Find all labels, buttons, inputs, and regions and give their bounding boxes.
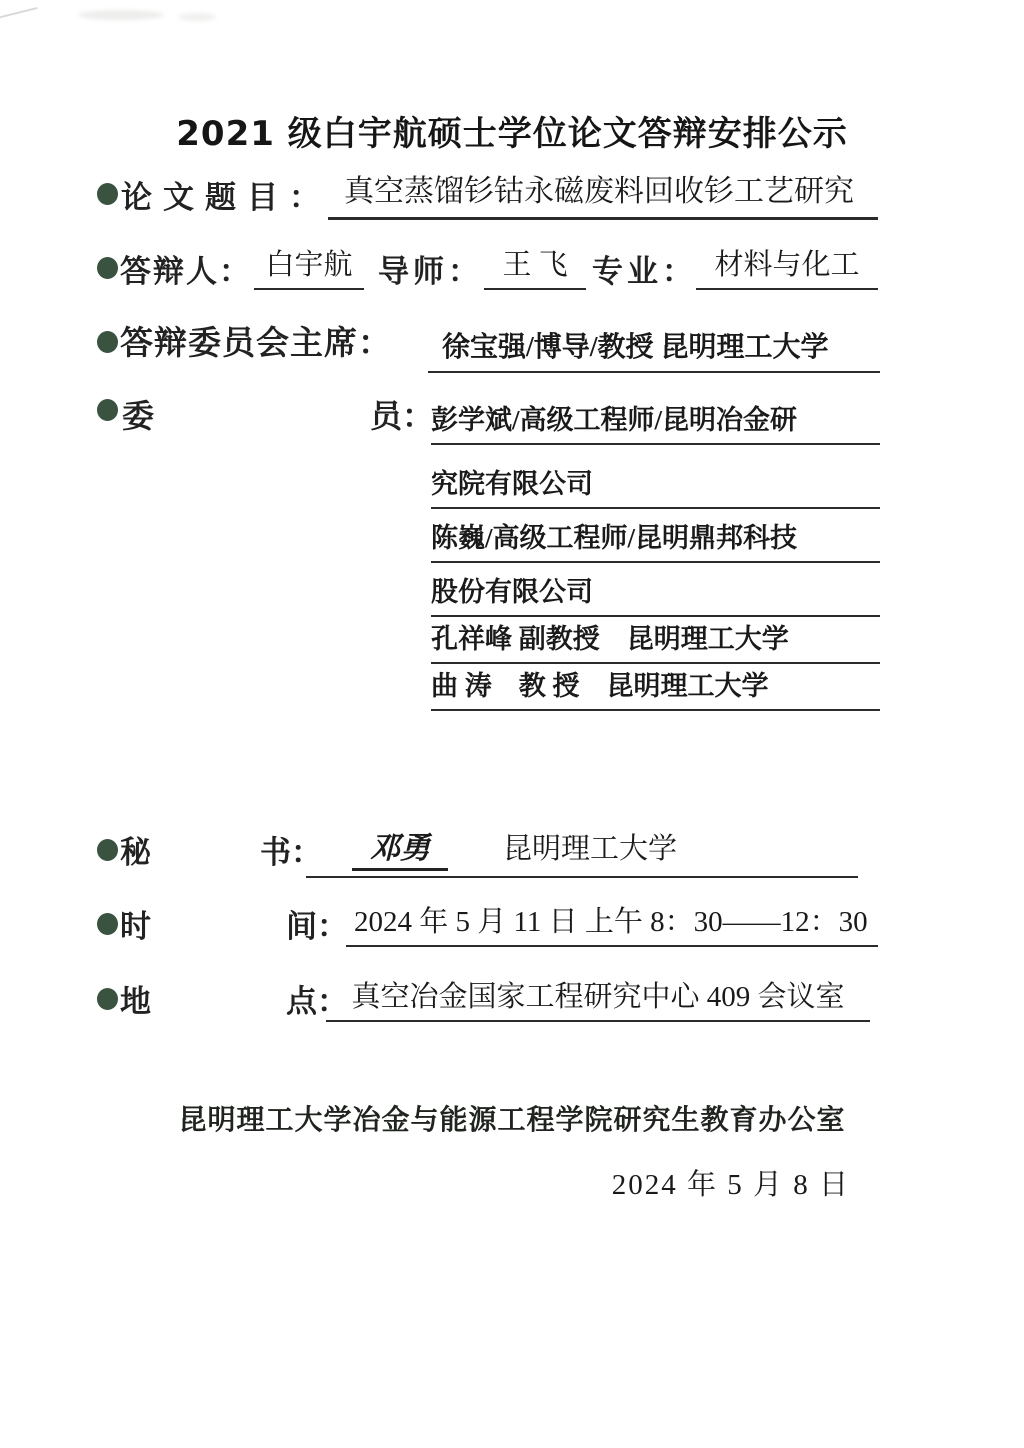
bullet-icon bbox=[97, 988, 118, 1010]
thesis-title-label: 论文题目： bbox=[121, 180, 331, 215]
scan-artifact bbox=[0, 7, 38, 19]
bullet-icon bbox=[97, 913, 118, 935]
defender-label: 答辩人： bbox=[120, 254, 252, 289]
committee-member-line: 股份有限公司 bbox=[431, 570, 880, 617]
committee-member-line: 陈巍/高级工程师/昆明鼎邦科技 bbox=[431, 516, 880, 563]
location-label-right: 点： bbox=[286, 984, 348, 1019]
time-value: 2024 年 5 月 11 日 上午 8：30——12：30 bbox=[346, 899, 878, 947]
thesis-title-value: 真空蒸馏钐钴永磁废料回收钐工艺研究 bbox=[328, 166, 878, 220]
committee-member-line: 究院有限公司 bbox=[431, 462, 880, 509]
supervisor-value: 王 飞 bbox=[484, 242, 586, 290]
secretary-label-left: 秘 bbox=[120, 835, 151, 870]
committee-member-line: 曲 涛 教 授 昆明理工大学 bbox=[431, 664, 880, 711]
time-label-left: 时 bbox=[120, 909, 151, 944]
bullet-icon bbox=[97, 399, 118, 421]
bullet-icon bbox=[97, 257, 118, 279]
defender-value: 白宇航 bbox=[254, 242, 364, 290]
committee-label-right: 员： bbox=[370, 398, 435, 434]
major-value: 材料与化工 bbox=[696, 242, 878, 290]
major-label: 专业： bbox=[592, 254, 697, 289]
committee-member-line: 孔祥峰 副教授 昆明理工大学 bbox=[431, 617, 880, 664]
location-label-left: 地 bbox=[120, 984, 151, 1019]
bullet-icon bbox=[97, 839, 118, 861]
time-label-right: 间： bbox=[286, 909, 348, 944]
committee-label-left: 委 bbox=[122, 398, 155, 434]
committee-member-line: 彭学斌/高级工程师/昆明冶金研 bbox=[431, 398, 880, 445]
location-value: 真空冶金国家工程研究中心 409 会议室 bbox=[326, 974, 870, 1022]
chair-label: 答辩委员会主席： bbox=[120, 326, 392, 362]
scan-artifact bbox=[178, 13, 216, 21]
secretary-affiliation: 昆明理工大学 bbox=[503, 833, 678, 865]
secretary-value bbox=[306, 823, 858, 878]
issuing-office: 昆明理工大学冶金与能源工程学院研究生教育办公室 bbox=[178, 1105, 846, 1136]
chair-value: 徐宝强/博导/教授 昆明理工大学 bbox=[428, 325, 880, 373]
page-title: 2021 级白宇航硕士学位论文答辩安排公示 bbox=[176, 114, 848, 154]
bullet-icon bbox=[97, 183, 118, 205]
secretary-label-right: 书： bbox=[260, 835, 322, 870]
issue-date: 2024 年 5 月 8 日 bbox=[611, 1169, 850, 1201]
committee-member-list bbox=[431, 391, 880, 721]
bullet-icon bbox=[97, 331, 118, 353]
secretary-name: 邓勇 bbox=[352, 823, 448, 871]
supervisor-label: 导师： bbox=[378, 254, 483, 289]
scan-artifact bbox=[78, 10, 164, 20]
